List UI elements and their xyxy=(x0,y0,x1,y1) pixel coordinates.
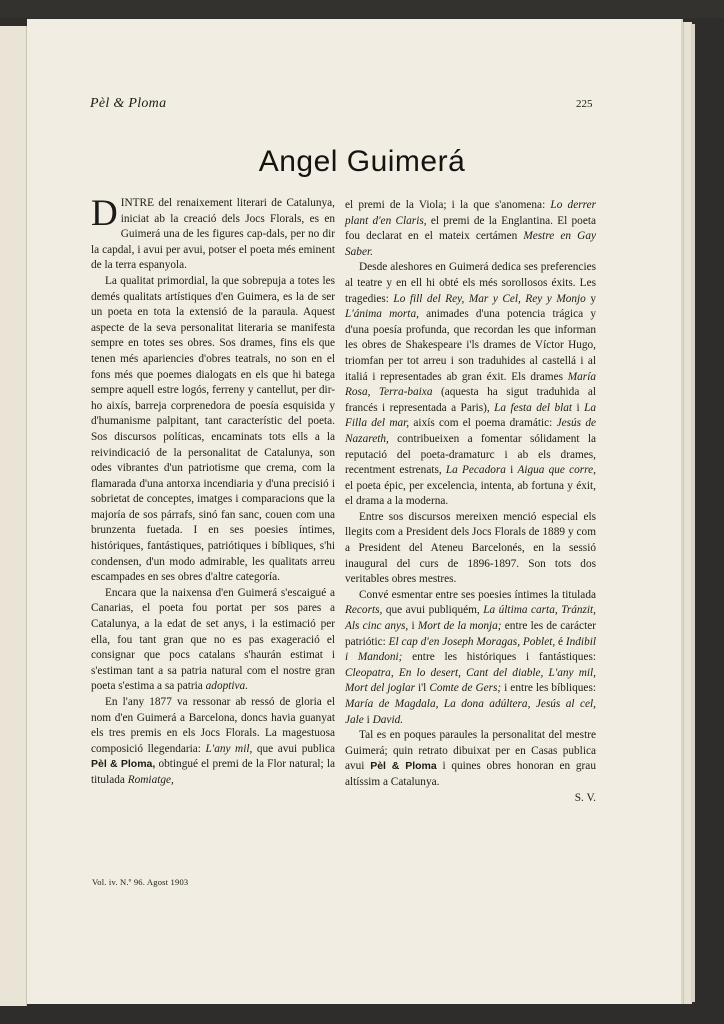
paragraph-intro: DINTRE del renaixement literari de Catalunya, iniciat ab la creació dels Jocs Florals, es en Guimerá una de les figures cap-dals, per no dir la capdal, i avui per avui, potser el poeta més eminent de la terra espanyola. xyxy=(91,193,335,272)
running-head: Pèl & Ploma xyxy=(90,96,167,111)
paragraph-poesies: Convé esmentar entre ses poesies íntimes la titulada Recorts, que avui publiquém, La última carta, Tránzit, Als cinc anys, i Mort de la monja; entre les de carácter patriótic: El cap d'en Joseph Moragas, Poblet, é Indibil i Mandoni; entre les históriques i fantástiques: Cleopatra, En lo desert, Cant del diable, L'any mil, Mort del joglar i'l Comte de Gers; i entre les bíbliques: María de Magdala, La dona adúltera, Jesús al cel, Jale i David. xyxy=(345,588,597,726)
article-title: Angel Guimerá xyxy=(258,145,466,178)
author-signature: S. V. xyxy=(574,791,596,804)
paragraph-1877: En l'any 1877 va ressonar ab ressó de gloria el nom d'en Guimerá a Barcelona, doncs havia guanyat els tres premis en els Jocs Florals. La magestuosa composició llegendaria: L'any mil, que avui publica Pèl & Ploma, obtingué el premi de la Flor natural; la titulada Romiatge, xyxy=(91,696,335,786)
paragraph-discursos: Entre sos discursos mereixen menció especial els llegits com a President dels Jocs Florals de 1889 y com a President del Ateneu Barcelonés, en la sessió inaugural del curs de 1896-1897. Son tots dos veritables obres mestres. xyxy=(345,510,596,586)
background-top xyxy=(0,0,724,18)
left-column xyxy=(91,193,335,789)
paragraph-continued: el premi de la Viola; i la que s'anomena: Lo derrer plant d'en Claris, el premi de la Englantina. El poeta fou declarat en el mateix certámen Mestre en Gay Saber. xyxy=(345,199,596,258)
issue-footer: Vol. iv. N.º 96. Agost 1903 xyxy=(92,877,189,887)
page-number: 225 xyxy=(576,98,593,110)
right-column xyxy=(345,198,596,806)
paragraph-naixensa: Encara que la naixensa d'en Guimerá s'escaigué a Canarias, el poeta fou portat per sos pares a Catalunya, a la edat de set anys, i la estimació per ella, fou tant gran que no es pas exageració el consignar que pocs catalans s'haurán estimat i s'estiman tant a sa patria natural com el nostre gran poeta s'estima a sa patria adoptiva. xyxy=(91,586,335,693)
paragraph-qualitat: La qualitat primordial, la que sobrepuja a totes les demés qualitats artístiques d'en Guimera, es la de ser un poeta en tota la extensió de la paraula. Aquest aspecte de la seva personalitat literaria se manifesta sempre en totes ses obres. Sos drames, fins els que tenen més apariencies d'obres teatrals, no son en el fons més que poemes dialogats en els que hi batega sempre aquell estre logós, ferreny y cantellut, per dir-ho aixís, barreja corprenedora de poesía esquisida y d'humanisme palpitant, tant característic del poeta. Sos discursos políticas, encaminats tots ells a la reivindicació de la personalitat de Catalunya, son odes vibrantes d'un patriotisme que crema, com la flamarada d'una antorxa incendiaria y d'una precisió i sobrietat de conceptes, imatges i comparacions que la majoría de sos párrafs, sinó fan sanc, couen com una brunzenta fuetada. I en ses poesies íntimes, históriques, fantástiques, patriótiques i bíbliques, s'hi condensen, d'un modo admirable, les qualitats arreu escampades en ses obres d'altre categoría. xyxy=(91,274,335,584)
drop-cap: D xyxy=(91,193,118,234)
paragraph-conclusio: Tal es en poques paraules la personalitat del mestre Guimerá; quin retrato dibuixat per en Casas publica avui Pèl & Ploma i quines obres honoran en grau altíssim a Catalunya. xyxy=(345,729,596,788)
paragraph-teatre: Desde aleshores en Guimerá dedica ses preferencies al teatre y en ell hi obté els més sorollosos éxits. Les tragedies: Lo fill del Rey, Mar y Cel, Rey y Monjo y L'ánima morta, animades d'una potencia trágica y d'una poesía profunda, que recordan les que informan les obres de Shakespeare i'ls drames de Víctor Hugo, triomfan per tot arreu i son traduhides al castellá i al italiá i representades ab gran éxit. Els drames María Rosa, Terra-baixa (aquesta ha sigut traduhida al francés i representada a Paris), La festa del blat i La Filla del mar, aixís com el poema dramátic: Jesús de Nazareth, contribueixen a fomentar sólidament la reputació del poeta-dramaturc i ab els drames, recentment estrenats, La Pecadora i Aigua que corre, el poeta épic, per excelencia, intenta, ab fortuna y éxit, el drama a la moderna. xyxy=(345,261,596,508)
